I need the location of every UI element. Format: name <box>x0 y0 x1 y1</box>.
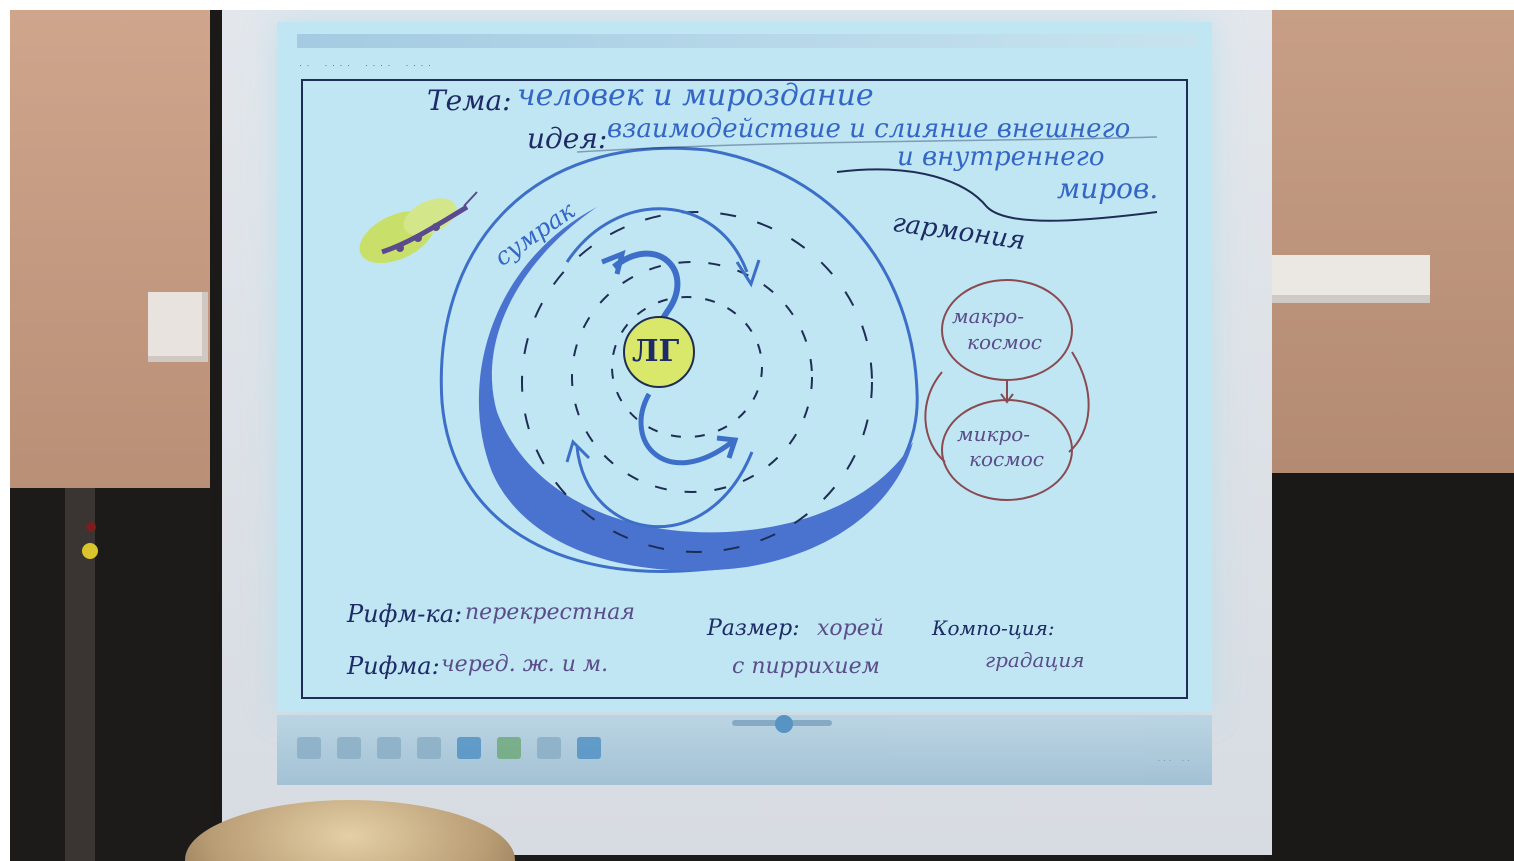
composition-label: Компо-ция: <box>932 616 1055 640</box>
wall-box-right <box>1270 255 1430 303</box>
harmony-label: гармония <box>890 207 1028 257</box>
rhyme-value: черед. ж. и м. <box>441 652 609 677</box>
projection-screen <box>222 10 1272 855</box>
wall-box-left <box>148 292 208 362</box>
butterfly-icon <box>352 182 482 282</box>
rhyme-kind-label: Рифм-ка: <box>347 600 463 628</box>
idea-label: идея: <box>527 122 608 155</box>
indicator-red-light <box>86 522 96 532</box>
idea-line3: миров. <box>1057 172 1159 205</box>
windows-taskbar <box>277 715 1212 785</box>
composition-value: градация <box>985 648 1085 672</box>
theme-label: Тема: <box>427 84 512 117</box>
wall-right <box>1264 10 1514 475</box>
window-menubar: · · · · · · · · · · · · · · <box>299 60 432 70</box>
taskbar-icon[interactable] <box>297 737 321 759</box>
rhyme-kind-value: перекрестная <box>465 600 635 625</box>
classroom-wall <box>10 10 1514 861</box>
taskbar-icon[interactable] <box>337 737 361 759</box>
wall-left <box>10 10 215 490</box>
microcosm-label: микро- <box>957 422 1031 446</box>
taskbar-icon[interactable] <box>577 737 601 759</box>
taskbar-icon[interactable] <box>417 737 441 759</box>
indicator-yellow-light <box>82 543 98 559</box>
taskbar-icons <box>297 737 601 759</box>
macrocosm-label-2: космос <box>967 330 1043 354</box>
meter-line2: с пиррихием <box>732 654 880 679</box>
rhyme-label: Рифма: <box>347 652 440 680</box>
taskbar-icon[interactable] <box>497 737 521 759</box>
dark-cabinet-left <box>10 488 220 861</box>
taskbar-icon[interactable] <box>457 737 481 759</box>
taskbar-icon[interactable] <box>537 737 561 759</box>
projected-desktop <box>277 22 1212 712</box>
dark-cabinet-right <box>1264 473 1514 861</box>
meter-label: Размер: <box>707 616 800 641</box>
taskbar-icon[interactable] <box>377 737 401 759</box>
zoom-slider-knob[interactable] <box>775 715 793 733</box>
center-lg-label: ЛГ <box>632 334 680 369</box>
macrocosm-label: макро- <box>952 304 1025 328</box>
microcosm-label-2: космос <box>969 447 1045 471</box>
idea-line2: и внутреннего <box>897 142 1105 172</box>
idea-value: взаимодействие и слияние внешнего <box>607 114 1131 144</box>
twilight-label: сумрак <box>489 196 581 272</box>
theme-value: человек и мироздание <box>517 78 874 113</box>
meter-value: хорей <box>817 616 884 641</box>
system-tray: · · · · · <box>1157 755 1190 765</box>
